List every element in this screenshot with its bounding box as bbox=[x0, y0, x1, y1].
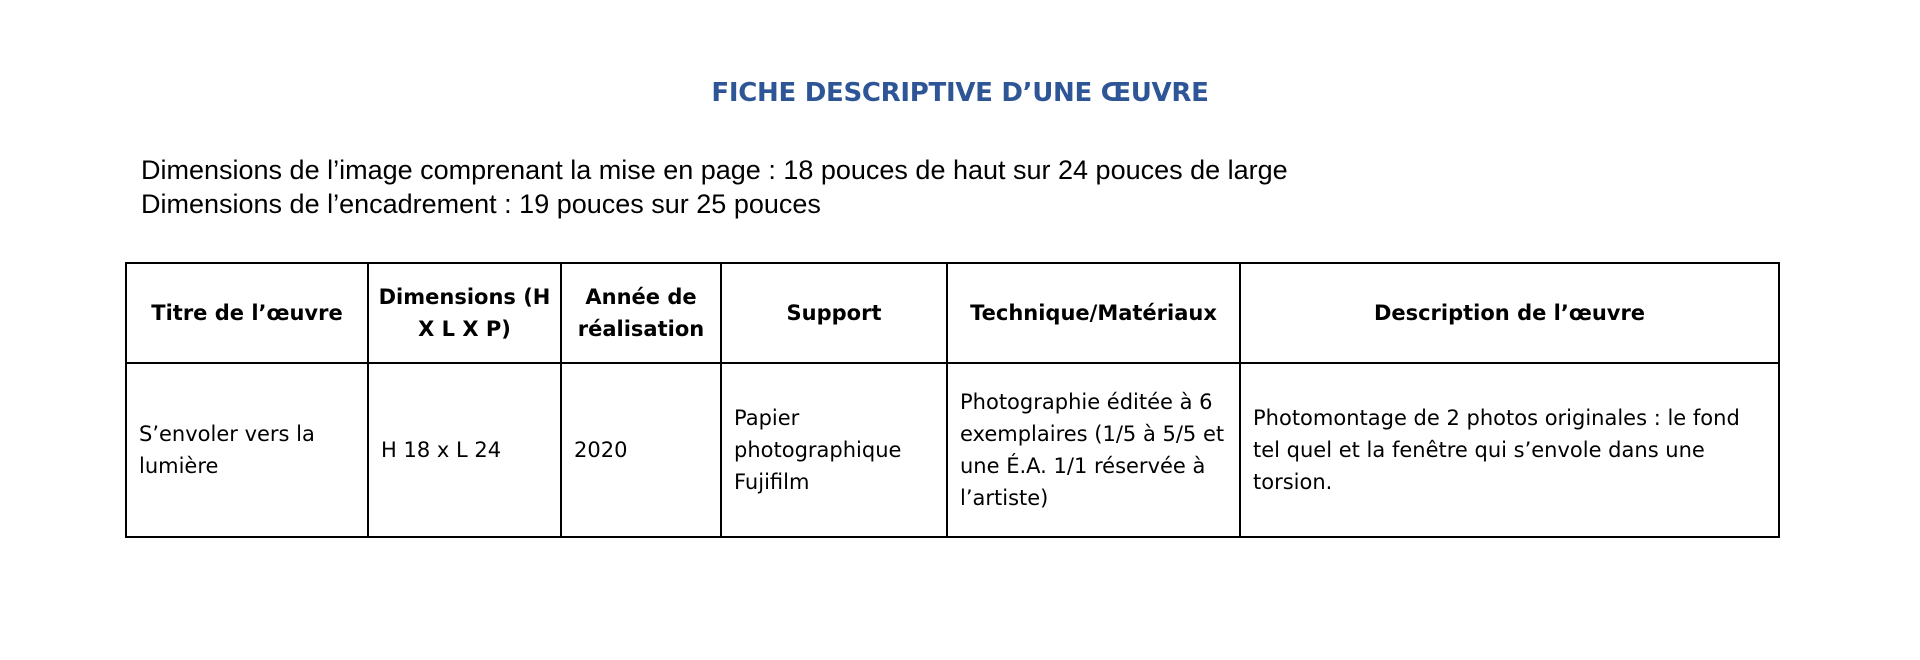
table-row bbox=[126, 363, 1779, 537]
image-dimensions-line: Dimensions de l’image comprenant la mise en page : 18 pouces de haut sur 24 pouces de large bbox=[141, 155, 1288, 185]
header-description: Description de l’œuvre bbox=[1240, 263, 1779, 363]
cell-dimensions: H 18 x L 24 bbox=[368, 363, 561, 537]
header-support: Support bbox=[721, 263, 947, 363]
header-year: Année de réalisation bbox=[561, 263, 721, 363]
artwork-table bbox=[125, 262, 1780, 538]
cell-technique: Photographie éditée à 6 exemplaires (1/5 à 5/5 et une É.A. 1/1 réservée à l’artiste) bbox=[947, 363, 1240, 537]
header-title: Titre de l’œuvre bbox=[126, 263, 368, 363]
frame-dimensions-line: Dimensions de l’encadrement : 19 pouces sur 25 pouces bbox=[141, 189, 821, 219]
cell-description: Photomontage de 2 photos originales : le fond tel quel et la fenêtre qui s’envole dans une torsion. bbox=[1240, 363, 1779, 537]
cell-support: Papier photographique Fujifilm bbox=[721, 363, 947, 537]
document-title: FICHE DESCRIPTIVE D’UNE ŒUVRE bbox=[711, 78, 1209, 108]
header-dimensions: Dimensions (H X L X P) bbox=[368, 263, 561, 363]
table-header-row bbox=[126, 263, 1779, 363]
cell-title: S’envoler vers la lumière bbox=[126, 363, 368, 537]
intro-text bbox=[141, 153, 1288, 221]
header-technique: Technique/Matériaux bbox=[947, 263, 1240, 363]
cell-year: 2020 bbox=[561, 363, 721, 537]
